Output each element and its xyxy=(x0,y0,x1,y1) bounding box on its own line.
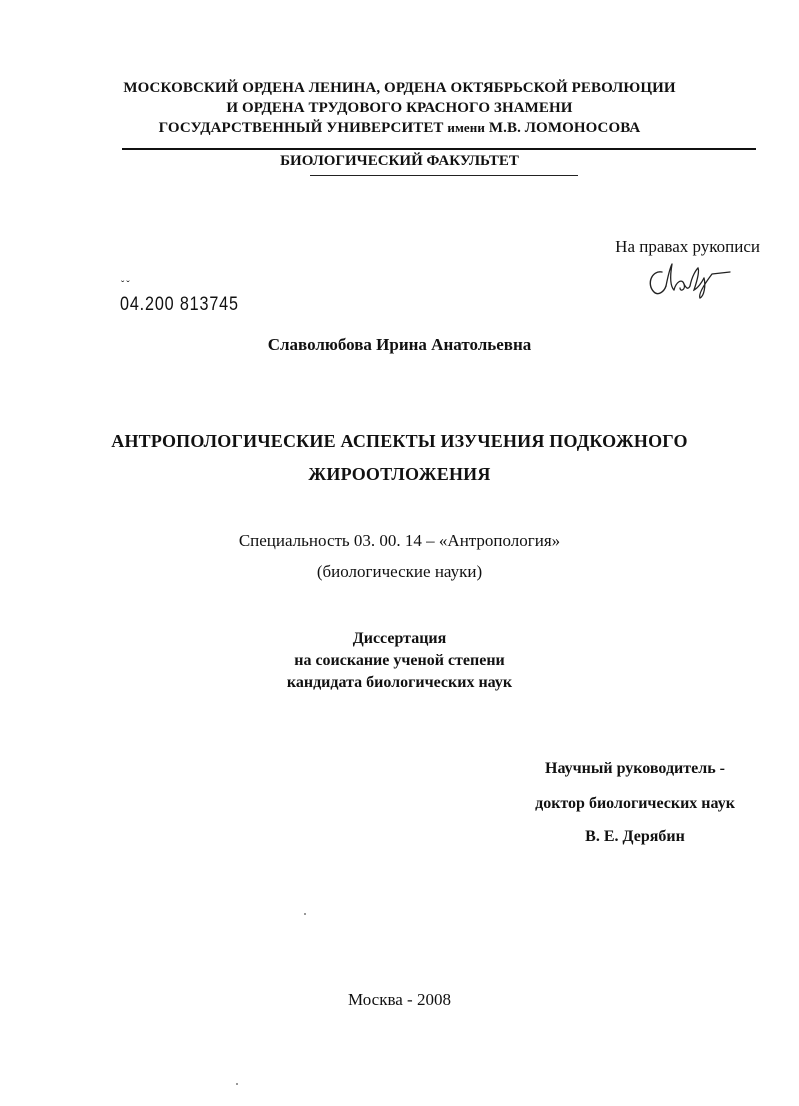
supervisor-degree: доктор биологических наук xyxy=(535,795,735,812)
scan-speck xyxy=(236,1083,238,1085)
university-name-line-1: МОСКОВСКИЙ ОРДЕНА ЛЕНИНА, ОРДЕНА ОКТЯБРЬСКОЙ РЕВОЛЮЦИИ xyxy=(123,80,676,96)
dissertation-label: Диссертация xyxy=(352,630,447,647)
handwritten-signature xyxy=(640,256,740,300)
thesis-title-line-2: ЖИРООТЛОЖЕНИЯ xyxy=(308,464,491,484)
scan-speck xyxy=(304,913,306,915)
university-name-line-3-end: М.В. ЛОМОНОСОВА xyxy=(488,120,641,136)
dissertation-purpose-line-2: кандидата биологических наук xyxy=(286,674,513,691)
science-field: (биологические науки) xyxy=(316,562,483,581)
archive-stamp-number: 04.200 813745 xyxy=(120,294,239,315)
header-divider-bottom xyxy=(310,175,578,176)
header-divider-top xyxy=(122,148,756,150)
thesis-title-line-1: АНТРОПОЛОГИЧЕСКИЕ АСПЕКТЫ ИЗУЧЕНИЯ ПОДКОЖНОГО xyxy=(111,431,688,451)
dissertation-purpose-line-1: на соискание ученой степени xyxy=(294,652,505,669)
city-and-year: Москва - 2008 xyxy=(348,990,451,1009)
archive-stamp-marks: ˇˇ xyxy=(121,280,132,291)
university-name-line-3-named-after: имени xyxy=(447,120,485,135)
university-name-line-3 xyxy=(0,118,799,138)
faculty-name: БИОЛОГИЧЕСКИЙ ФАКУЛЬТЕТ xyxy=(280,153,519,169)
university-name-line-2: И ОРДЕНА ТРУДОВОГО КРАСНОГО ЗНАМЕНИ xyxy=(226,100,573,116)
supervisor-role: Научный руководитель - xyxy=(545,760,725,777)
rights-note: На правах рукописи xyxy=(615,237,760,256)
supervisor-name: В. Е. Дерябин xyxy=(585,828,685,845)
author-name: Славолюбова Ирина Анатольевна xyxy=(267,335,532,354)
speciality: Специальность 03. 00. 14 – «Антропология» xyxy=(238,531,561,550)
university-name-line-3-start: ГОСУДАРСТВЕННЫЙ УНИВЕРСИТЕТ xyxy=(158,120,444,136)
